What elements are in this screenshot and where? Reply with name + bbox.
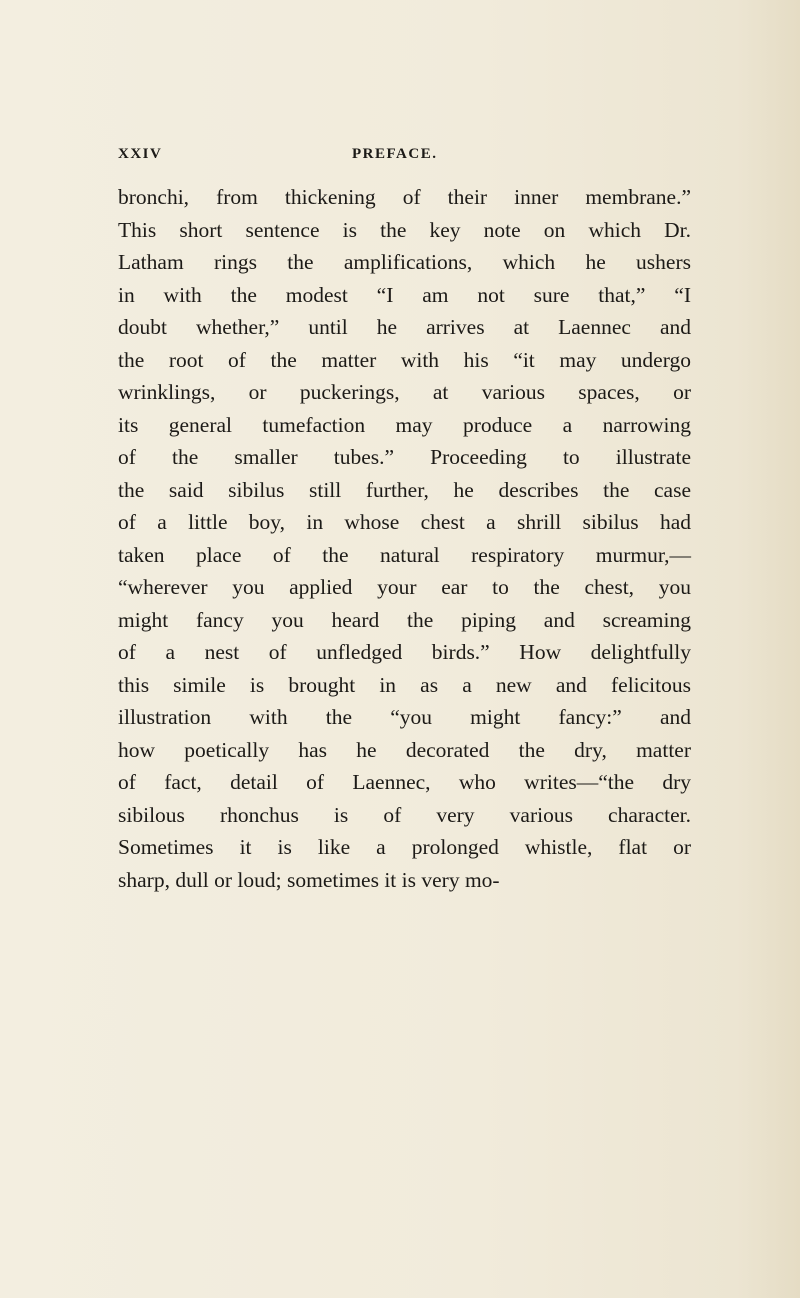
text-line: of the smaller tubes.” Proceeding to illustrate — [118, 445, 691, 469]
text-line: illustration with the “you might fancy:” and — [118, 705, 691, 729]
text-line: might fancy you heard the piping and screaming — [118, 607, 691, 632]
text-line: taken place of the natural respiratory murmur,— — [118, 542, 691, 567]
text-line: This short sentence is the key note on which Dr. — [118, 217, 691, 242]
page-number: XXIV — [118, 146, 163, 162]
text-line: how poetically has he decorated the dry, matter — [118, 737, 691, 762]
text-line: of fact, detail of Laennec, who writes—“the dry — [118, 770, 691, 794]
text-line: of a nest of unfledged birds.” How delightfully — [118, 640, 691, 664]
running-head: PREFACE. — [352, 146, 438, 162]
page-header — [118, 146, 678, 168]
text-line: Latham rings the amplifications, which he ushers — [118, 250, 691, 274]
text-line: the said sibilus still further, he describes the case — [118, 477, 691, 502]
text-line: its general tumefaction may produce a narrowing — [118, 412, 691, 437]
text-line: wrinklings, or puckerings, at various spaces, or — [118, 380, 691, 404]
text-line: in with the modest “I am not sure that,” “I — [118, 282, 691, 307]
text-line: sibilous rhonchus is of very various character. — [118, 802, 691, 827]
text-line: of a little boy, in whose chest a shrill sibilus had — [118, 510, 691, 534]
text-line: bronchi, from thickening of their inner membrane.” — [118, 185, 691, 209]
text-line: the root of the matter with his “it may undergo — [118, 347, 691, 372]
text-line: “wherever you applied your ear to the chest, you — [118, 575, 691, 599]
text-line: sharp, dull or loud; sometimes it is very mo- — [118, 867, 500, 892]
body-text — [118, 181, 691, 896]
text-line: Sometimes it is like a prolonged whistle, flat or — [118, 835, 691, 859]
text-line: this simile is brought in as a new and felicitous — [118, 672, 691, 697]
text-line: doubt whether,” until he arrives at Laennec and — [118, 315, 691, 339]
